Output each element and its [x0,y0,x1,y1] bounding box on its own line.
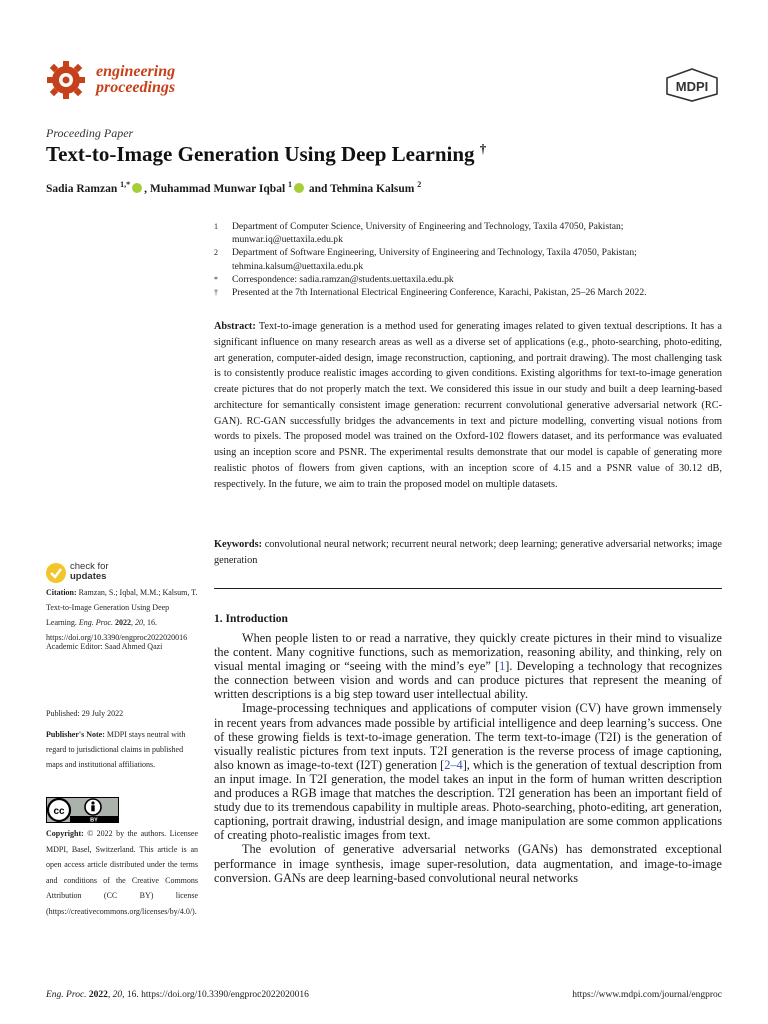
author-separator: , [144,182,150,195]
paper-type: Proceeding Paper [46,126,134,140]
copyright-label: Copyright: [46,829,84,838]
author-name[interactable]: Sadia Ramzan [46,182,118,195]
journal-name-line2: proceedings [96,79,176,96]
copyright-notice [46,826,198,919]
footer-journal-url[interactable]: https://www.mdpi.com/journal/engproc [572,990,722,1000]
paragraph-text: When people listen to or read a narrative, they quickly create pictures in their mind to visualize the content. Many cognitive functions, such as memorization, reasoning ability, and thinking, rely on visual mental imaging or “seeing with the mind’s eye” [ [214,631,722,674]
publisher-note [46,727,198,772]
affiliation-text: Department of Computer Science, University of Engineering and Technology, Taxila 47050, Pakistan; munwar.iq@uettaxila.edu.pk [232,221,624,246]
academic-editor: Academic Editor: Saad Ahmed Qazi [46,642,163,651]
citation-volume: 20 [135,618,144,627]
check-updates-label [70,562,109,582]
check-for-updates-badge[interactable] [46,561,146,587]
journal-name [96,64,175,96]
affiliation-text: Presented at the 7th International Electrical Engineering Conference, Karachi, Pakistan, 25–26 March 2022. [232,287,647,299]
author-conjunction: and [306,182,331,195]
paragraph-text: Image-processing techniques and applications of computer vision (CV) have grown immensely in recent years from advances made possible by artificial intelligence and deep learning’s success. One of these growing fields is text-to-image generation. The term text-to-image (T2I) is the generation of visually realistic pictures from text inputs. T2I generation is the reverse process of image captioning, also known as image-to-text (I2T) generation [ [214,701,722,772]
citation-text: Ramzan, S.; Iqbal, M.M.; Kalsum, T. Text-to-Image Generation Using Deep Learning. [46,588,198,627]
author-name[interactable]: Tehmina Kalsum [330,182,415,195]
affiliation-mark: † [214,288,218,298]
orcid-icon[interactable] [132,183,142,193]
publisher-logo [664,68,720,102]
footer-volume: 20 [112,990,123,1000]
footer-doi[interactable]: , 16. https://doi.org/10.3390/engproc2022020016 [122,990,309,1000]
citation-year: 2022 [115,618,132,627]
abstract-text: Text-to-image generation is a method used for generating images related to given textual descriptions. It has a significant influence on many research areas as well as a diverse set of applications (e.g., photo-searching, photo-editing, art generation, computer-aided design, image reconstruction, captioning, and portrait drawing). The most challenging task is to consistently produce realistic images according to given conditions. Existing algorithms for text-to-image generation create pictures that do not properly match the text. We considered this issue in our study and built a deep learning-based architecture for semantically consistent image generation: recurrent convolutional generative adversarial network (RC-GAN). RC-GAN successfully bridges the advancements in text and picture modelling, converting visual notions from words to pixels. The proposed model was trained on the Oxford-102 flowers dataset, and its performance was evaluated using an inception score and PSNR. The experimental results demonstrate that our model is capable of generating more realistic photos of flowers from given captions, with an inception score of 4.15 and a PSNR value of 30.12 dB, respectively. In the future, we aim to train the proposed model on multiple datasets. [214,321,722,490]
citation-link[interactable]: 2–4 [444,757,463,772]
paper-title [46,141,486,167]
affiliation-item [214,286,724,299]
paragraph-text: ], which is the generation of textual description from an input image. In T2I generation, the model takes an input in the form of human written description and produces a RGB image that matches the description. T2I generation has been an important field of study due to its tremendous capability in multiple areas. Photo-searching, photo-editing, art generation, captioning, portrait drawing, industrial design, and image manipulation are some common applications of creating photo-realistic images from text. [214,757,722,843]
citation-doi[interactable]: , 16. https://doi.org/10.3390/engproc2022020016 [46,618,188,642]
affiliation-item [214,246,724,272]
check-updates-line2: updates [70,571,107,582]
section-heading: 1. Introduction [214,613,288,625]
footer-journal: Eng. Proc. [46,990,87,1000]
footer-citation: Eng. Proc. 2022, 20, 16. https://doi.org/10.3390/engproc2022020016 [46,990,309,1000]
keywords-label: Keywords: [214,539,263,550]
journal-name-line1: engineering [96,63,176,80]
body-paragraph [214,701,722,842]
affiliation-text: Correspondence: sadia.ramzan@students.uettaxila.edu.pk [232,273,454,285]
title-footnote-mark: † [479,141,487,156]
check-updates-line1: check for [70,561,109,572]
affiliation-mark: 2 [214,248,218,258]
author-affiliation-mark: 2 [417,180,422,189]
affiliation-item [214,220,724,246]
abstract [214,319,722,492]
citation-block: Citation: Ramzan, S.; Iqbal, M.M.; Kalsum, T. Text-to-Image Generation Using Deep Learning. Eng. Proc. 2022, 20, 16. https://doi.org/10.3390/engproc2022020016 [46,588,198,642]
author-list [46,180,421,195]
orcid-icon[interactable] [294,183,304,193]
paper-title-text: Text-to-Image Generation Using Deep Learning [46,142,475,166]
keywords [214,537,722,568]
publisher-note-label: Publisher's Note: [46,730,105,739]
publisher-note-text: MDPI stays neutral with regard to jurisdictional claims in published maps and institutional affiliations. [46,730,186,769]
keywords-text: convolutional neural network; recurrent neural network; deep learning; generative adversarial networks; image generation [214,539,722,566]
cc-by-license-badge[interactable] [46,797,119,823]
abstract-label: Abstract: [214,321,256,332]
body-paragraph [214,631,722,701]
body-paragraph: The evolution of generative adversarial networks (GANs) has demonstrated exceptional performance in image synthesis, image super-resolution, data augmentation, and image-to-image conversion. GANs are deep learning-based convolutional neural networks [214,842,722,885]
check-updates-icon [46,563,66,583]
affiliation-mark: 1 [214,222,218,231]
footer-year: 2022 [88,990,108,1000]
introduction-body [214,631,722,885]
affiliation-mark: * [214,274,218,284]
journal-logo [46,60,92,100]
affiliation-item [214,273,724,286]
citation-label: Citation: [46,588,77,597]
author-affiliation-mark: 1 [288,180,293,189]
affiliations [214,220,724,299]
paragraph-text: ]. Developing a technology that recognizes the connection between vision and words and can produce pictures that represent the meaning of written descriptions is a big step toward user intellectual ability. [214,659,723,702]
copyright-text: © 2022 by the authors. Licensee MDPI, Basel, Switzerland. This article is an open access article distributed under the terms and conditions of the Creative Commons Attribution (CC BY) license (https://creativecommons.org/licenses/by/4.0/). [46,829,199,916]
author-affiliation-mark: 1,* [120,180,131,189]
cc-by-text: BY [90,817,98,823]
author-name[interactable]: Muhammad Munwar Iqbal [149,182,286,195]
citation-journal: Eng. Proc. [78,618,114,627]
affiliation-text: Department of Software Engineering, University of Engineering and Technology, Taxila 47050, Pakistan; tehmina.kalsum@uettaxila.edu.pk [232,247,637,272]
citation-link[interactable]: 1 [499,659,506,674]
cc-icon-text: cc [53,806,65,817]
published-date: Published: 29 July 2022 [46,709,124,718]
section-divider [214,588,722,589]
publisher-logo-text: MDPI [675,79,709,94]
